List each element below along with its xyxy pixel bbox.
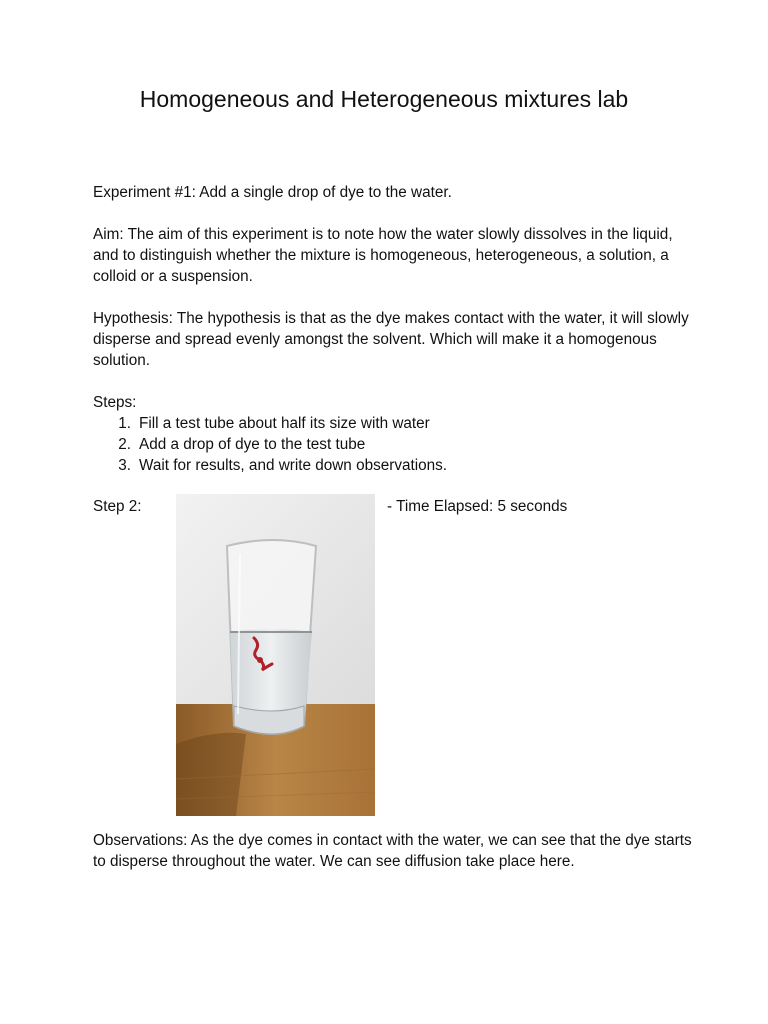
page-title: Homogeneous and Heterogeneous mixtures lab xyxy=(139,86,629,112)
step-number: 1. xyxy=(118,415,131,432)
hypothesis-paragraph: Hypothesis: The hypothesis is that as the dye makes contact with the water, it will slowly disperse and spread evenly amongst the solvent. Which will make it a homogenous solution. xyxy=(93,310,689,369)
list-item xyxy=(93,413,693,434)
experiment-photo xyxy=(176,494,375,816)
hypothesis-section xyxy=(93,308,693,371)
steps-list xyxy=(93,413,693,476)
table-shadow xyxy=(176,733,246,816)
step-text: Fill a test tube about half its size with water xyxy=(139,415,430,432)
aim-paragraph: Aim: The aim of this experiment is to note how the water slowly dissolves in the liquid, and to distinguish whether the mixture is homogeneous, heterogeneous, a solution, a colloid or a suspension. xyxy=(93,226,673,285)
list-item xyxy=(93,434,693,455)
observations-paragraph: Observations: As the dye comes in contact with the water, we can see that the dye starts to disperse throughout the water. We can see diffusion take place here. xyxy=(93,832,692,870)
step-text: Add a drop of dye to the test tube xyxy=(139,436,366,453)
step2-label: Step 2: xyxy=(93,498,142,515)
observations-section xyxy=(93,830,693,872)
list-item xyxy=(93,455,693,476)
step-text: Wait for results, and write down observations. xyxy=(139,457,448,474)
steps-label: Steps: xyxy=(93,394,137,411)
aim-section xyxy=(93,224,693,287)
experiment-text xyxy=(93,182,693,203)
step-number: 3. xyxy=(118,457,131,474)
time-elapsed: - Time Elapsed: 5 seconds xyxy=(387,498,568,515)
steps-section xyxy=(93,392,693,476)
experiment-line: Experiment #1: Add a single drop of dye to the water. xyxy=(93,184,452,201)
step-number: 2. xyxy=(118,436,131,453)
